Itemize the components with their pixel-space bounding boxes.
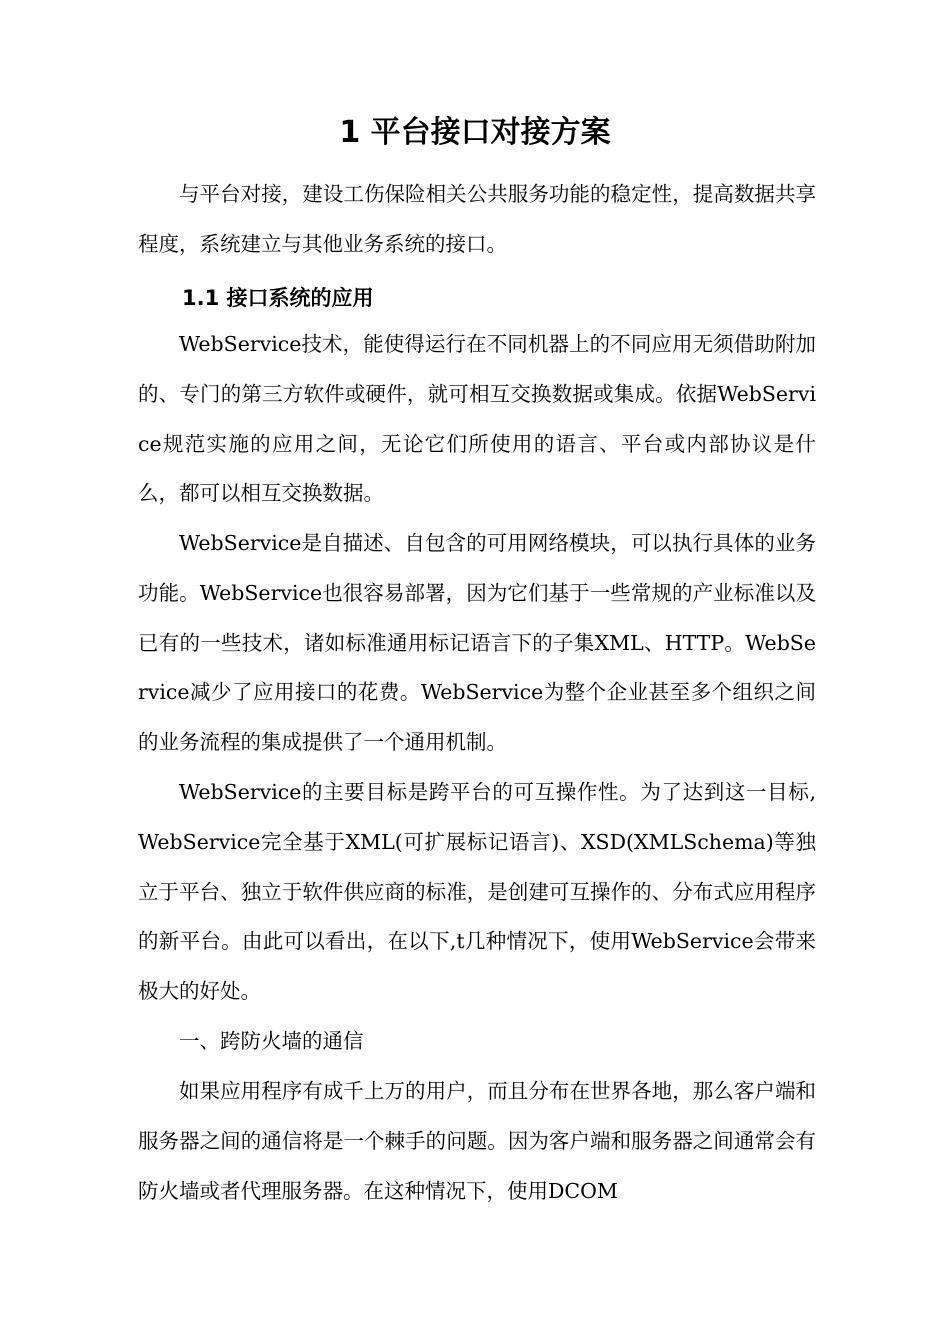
subheading-paragraph: 一、跨防火墙的通信 [179, 1029, 364, 1053]
intro-paragraph: 与平台对接，建设工伤保险相关公共服务功能的稳定性，提高数据共享程度，系统建立与其他业务系统的接口。 [138, 182, 816, 256]
document-title: 1 平台接口对接方案 [339, 115, 611, 150]
section-heading: 1.1 接口系统的应用 [182, 286, 374, 310]
body-paragraph: 如果应用程序有成千上万的用户，而且分布在世界各地，那么客户端和服务器之间的通信将是一个棘手的问题。因为客户端和服务器之间通常会有防火墙或者代理服务器。在这种情况下，使用DCOM [138, 1079, 816, 1203]
body-paragraph: WebService的主要目标是跨平台的可互操作性。为了达到这一目标, WebService完全基于XML(可扩展标记语言)、XSD(XMLSchema)等独立于平台、独立于软件供应商的标准，是创建可互操作的、分布式应用程序的新平台。由此可以看出，在以下,t几种情况下，使用WebService会带来极大的好处。 [138, 780, 816, 1004]
body-paragraph: WebService是自描述、自包含的可用网络模块，可以执行具体的业务功能。WebService也很容易部署，因为它们基于一些常规的产业标准以及已有的一些技术，诸如标准通用标记语言下的子集XML、HTTP。WebService减少了应用接口的花费。WebService为整个企业甚至多个组织之间的业务流程的集成提供了一个通用机制。 [138, 531, 816, 755]
body-paragraph: WebService技术，能使得运行在不同机器上的不同应用无须借助附加的、专门的第三方软件或硬件，就可相互交换数据或集成。依据WebService规范实施的应用之间，无论它们所使用的语言、平台或内部协议是什么，都可以相互交换数据。 [138, 332, 816, 506]
